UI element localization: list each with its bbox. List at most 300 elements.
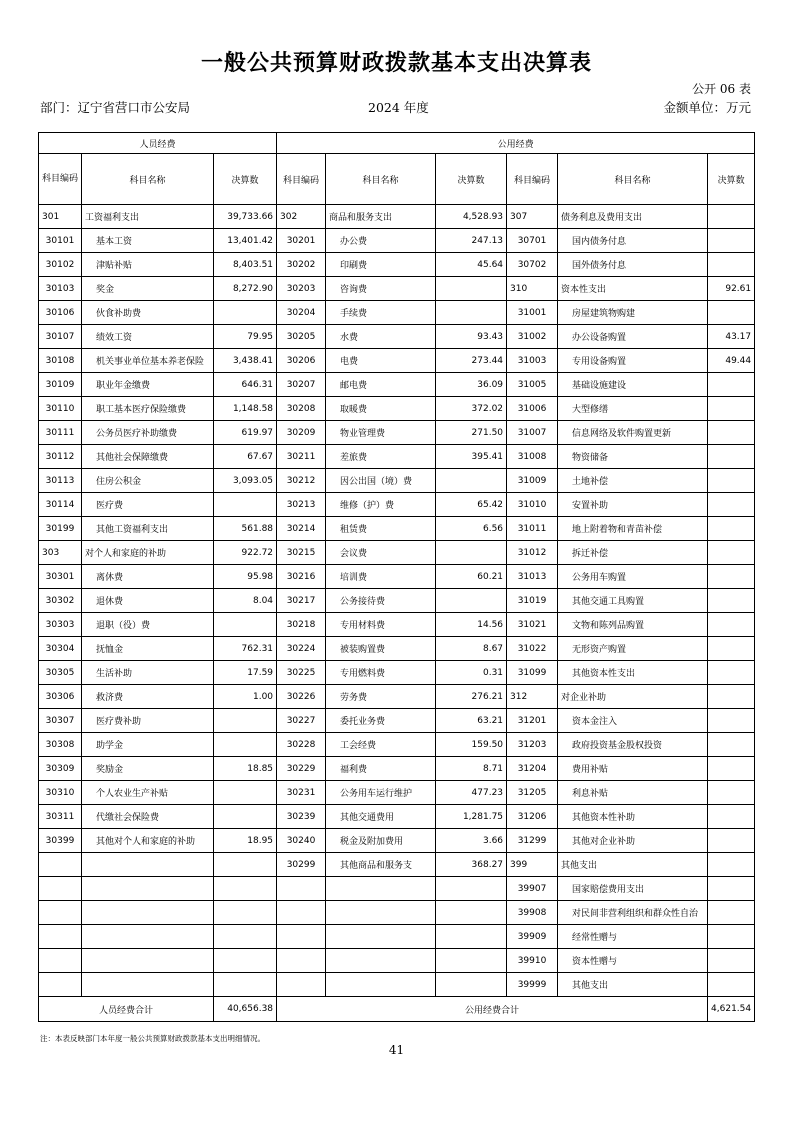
cell-amount xyxy=(436,901,507,925)
cell-amount xyxy=(708,589,755,613)
cell-amount xyxy=(708,973,755,997)
cell-name: 其他支出 xyxy=(558,973,708,997)
cell-name: 商品和服务支出 xyxy=(326,205,436,229)
cell-amount xyxy=(708,229,755,253)
cell-code xyxy=(277,949,326,973)
cell-code: 30110 xyxy=(39,397,82,421)
cell-name xyxy=(326,949,436,973)
table-row xyxy=(39,349,755,373)
cell-name: 费用补贴 xyxy=(558,757,708,781)
page-title: 一般公共预算财政拨款基本支出决算表 xyxy=(200,50,592,76)
cell-name: 政府投资基金股权投资 xyxy=(558,733,708,757)
cell-amount xyxy=(708,565,755,589)
cell-amount: 477.23 xyxy=(436,781,507,805)
cell-amount xyxy=(436,277,507,301)
cell-amount: 8.71 xyxy=(436,757,507,781)
cell-name: 其他对个人和家庭的补助 xyxy=(82,829,214,853)
cell-amount: 14.56 xyxy=(436,613,507,637)
table-row xyxy=(39,325,755,349)
table-row xyxy=(39,253,755,277)
cell-code: 30308 xyxy=(39,733,82,757)
cell-name: 劳务费 xyxy=(326,685,436,709)
table-row xyxy=(39,469,755,493)
cell-name: 离休费 xyxy=(82,565,214,589)
cell-code: 30227 xyxy=(277,709,326,733)
table-row xyxy=(39,829,755,853)
cell-name: 咨询费 xyxy=(326,277,436,301)
cell-amount xyxy=(708,949,755,973)
cell-code xyxy=(277,925,326,949)
cell-name: 对企业补助 xyxy=(558,685,708,709)
cell-amount xyxy=(708,829,755,853)
cell-amount xyxy=(214,949,277,973)
cell-name: 专用材料费 xyxy=(326,613,436,637)
cell-name: 代缴社会保险费 xyxy=(82,805,214,829)
cell-name: 公务员医疗补助缴费 xyxy=(82,421,214,445)
cell-amount xyxy=(436,973,507,997)
cell-code: 31205 xyxy=(507,781,558,805)
table-row xyxy=(39,973,755,997)
cell-code: 30111 xyxy=(39,421,82,445)
cell-code: 30106 xyxy=(39,301,82,325)
cell-name: 利息补贴 xyxy=(558,781,708,805)
cell-amount: 159.50 xyxy=(436,733,507,757)
cell-code: 30109 xyxy=(39,373,82,397)
cell-amount xyxy=(708,637,755,661)
cell-amount: 561.88 xyxy=(214,517,277,541)
cell-code: 31012 xyxy=(507,541,558,565)
cell-code: 30702 xyxy=(507,253,558,277)
cell-name: 办公设备购置 xyxy=(558,325,708,349)
cell-amount: 273.44 xyxy=(436,349,507,373)
col-header-amount: 决算数 xyxy=(436,154,507,205)
cell-amount xyxy=(214,901,277,925)
table-row xyxy=(39,589,755,613)
cell-code: 30202 xyxy=(277,253,326,277)
cell-name xyxy=(82,973,214,997)
cell-name: 取暖费 xyxy=(326,397,436,421)
cell-amount xyxy=(214,805,277,829)
cell-code: 30224 xyxy=(277,637,326,661)
cell-amount: 395.41 xyxy=(436,445,507,469)
cell-amount: 0.31 xyxy=(436,661,507,685)
cell-amount xyxy=(708,373,755,397)
cell-name: 绩效工资 xyxy=(82,325,214,349)
cell-name: 其他支出 xyxy=(558,853,708,877)
cell-name: 国家赔偿费用支出 xyxy=(558,877,708,901)
cell-code: 30307 xyxy=(39,709,82,733)
cell-code: 30216 xyxy=(277,565,326,589)
cell-amount: 92.61 xyxy=(708,277,755,301)
cell-amount: 276.21 xyxy=(436,685,507,709)
cell-code: 30305 xyxy=(39,661,82,685)
cell-code: 30201 xyxy=(277,229,326,253)
cell-code: 31203 xyxy=(507,733,558,757)
cell-code: 39910 xyxy=(507,949,558,973)
cell-amount xyxy=(708,517,755,541)
public-group-header: 公用经费 xyxy=(277,133,755,154)
cell-name: 资本性赠与 xyxy=(558,949,708,973)
cell-amount xyxy=(436,925,507,949)
cell-name xyxy=(82,901,214,925)
cell-code: 31010 xyxy=(507,493,558,517)
cell-code xyxy=(39,901,82,925)
cell-code: 30203 xyxy=(277,277,326,301)
cell-name: 租赁费 xyxy=(326,517,436,541)
cell-code: 39999 xyxy=(507,973,558,997)
cell-amount: 95.98 xyxy=(214,565,277,589)
cell-name xyxy=(82,877,214,901)
cell-name: 资本性支出 xyxy=(558,277,708,301)
cell-amount xyxy=(214,781,277,805)
cell-amount xyxy=(708,253,755,277)
cell-amount xyxy=(708,901,755,925)
cell-code: 30229 xyxy=(277,757,326,781)
cell-name: 生活补助 xyxy=(82,661,214,685)
cell-name: 公务接待费 xyxy=(326,589,436,613)
cell-amount: 17.59 xyxy=(214,661,277,685)
table-body xyxy=(39,205,755,997)
cell-name: 退休费 xyxy=(82,589,214,613)
cell-amount: 646.31 xyxy=(214,373,277,397)
cell-name: 房屋建筑物购建 xyxy=(558,301,708,325)
table-row xyxy=(39,613,755,637)
table-row xyxy=(39,445,755,469)
cell-name: 其他交通费用 xyxy=(326,805,436,829)
cell-code xyxy=(39,853,82,877)
cell-amount: 619.97 xyxy=(214,421,277,445)
table-row xyxy=(39,661,755,685)
personnel-total-label: 人员经费合计 xyxy=(39,997,214,1022)
cell-amount xyxy=(708,205,755,229)
cell-amount: 63.21 xyxy=(436,709,507,733)
cell-code xyxy=(277,877,326,901)
cell-name: 救济费 xyxy=(82,685,214,709)
cell-code: 31002 xyxy=(507,325,558,349)
cell-amount xyxy=(708,541,755,565)
cell-name: 机关事业单位基本养老保险 xyxy=(82,349,214,373)
cell-code xyxy=(277,973,326,997)
cell-name: 税金及附加费用 xyxy=(326,829,436,853)
cell-name: 信息网络及软件购置更新 xyxy=(558,421,708,445)
cell-amount: 13,401.42 xyxy=(214,229,277,253)
cell-code: 39907 xyxy=(507,877,558,901)
cell-amount: 271.50 xyxy=(436,421,507,445)
cell-name: 电费 xyxy=(326,349,436,373)
col-header-name: 科目名称 xyxy=(326,154,436,205)
cell-amount: 8.04 xyxy=(214,589,277,613)
cell-amount xyxy=(708,397,755,421)
cell-name: 专用设备购置 xyxy=(558,349,708,373)
table-row xyxy=(39,709,755,733)
cell-name: 经常性赠与 xyxy=(558,925,708,949)
cell-amount: 45.64 xyxy=(436,253,507,277)
cell-name: 无形资产购置 xyxy=(558,637,708,661)
cell-name: 公务用车运行维护 xyxy=(326,781,436,805)
cell-code: 30302 xyxy=(39,589,82,613)
cell-amount: 43.17 xyxy=(708,325,755,349)
cell-name: 其他工资福利支出 xyxy=(82,517,214,541)
cell-name: 助学金 xyxy=(82,733,214,757)
cell-code: 31206 xyxy=(507,805,558,829)
cell-code xyxy=(39,877,82,901)
col-header-name: 科目名称 xyxy=(558,154,708,205)
col-header-name: 科目名称 xyxy=(82,154,214,205)
cell-code: 31019 xyxy=(507,589,558,613)
cell-name: 医疗费补助 xyxy=(82,709,214,733)
cell-name: 其他资本性补助 xyxy=(558,805,708,829)
cell-amount xyxy=(708,421,755,445)
cell-amount xyxy=(436,949,507,973)
cell-name xyxy=(82,949,214,973)
cell-name: 被装购置费 xyxy=(326,637,436,661)
cell-code: 30206 xyxy=(277,349,326,373)
cell-amount xyxy=(708,469,755,493)
cell-amount xyxy=(214,301,277,325)
cell-name: 文物和陈列品购置 xyxy=(558,613,708,637)
cell-code: 30214 xyxy=(277,517,326,541)
table-row xyxy=(39,541,755,565)
cell-code: 30217 xyxy=(277,589,326,613)
cell-code: 30209 xyxy=(277,421,326,445)
cell-amount xyxy=(708,445,755,469)
cell-amount xyxy=(436,469,507,493)
cell-name: 工资福利支出 xyxy=(82,205,214,229)
cell-name: 其他商品和服务支 xyxy=(326,853,436,877)
cell-amount: 1.00 xyxy=(214,685,277,709)
table-row xyxy=(39,877,755,901)
unit-label: 金额单位：万元 xyxy=(663,100,751,115)
cell-code: 301 xyxy=(39,205,82,229)
cell-code: 30240 xyxy=(277,829,326,853)
cell-amount: 4,528.93 xyxy=(436,205,507,229)
cell-amount: 368.27 xyxy=(436,853,507,877)
cell-name: 伙食补助费 xyxy=(82,301,214,325)
cell-name: 安置补助 xyxy=(558,493,708,517)
cell-code: 399 xyxy=(507,853,558,877)
cell-amount: 60.21 xyxy=(436,565,507,589)
cell-amount: 18.95 xyxy=(214,829,277,853)
cell-amount: 65.42 xyxy=(436,493,507,517)
cell-code: 302 xyxy=(277,205,326,229)
cell-name: 手续费 xyxy=(326,301,436,325)
public-total-value: 4,621.54 xyxy=(708,997,755,1022)
cell-name: 职业年金缴费 xyxy=(82,373,214,397)
cell-amount: 3,093.05 xyxy=(214,469,277,493)
cell-amount xyxy=(708,733,755,757)
cell-amount: 3.66 xyxy=(436,829,507,853)
cell-amount: 8.67 xyxy=(436,637,507,661)
cell-code: 30112 xyxy=(39,445,82,469)
cell-code: 30114 xyxy=(39,493,82,517)
table-row xyxy=(39,517,755,541)
cell-name: 因公出国（境）费 xyxy=(326,469,436,493)
cell-name: 差旅费 xyxy=(326,445,436,469)
cell-amount: 79.95 xyxy=(214,325,277,349)
cell-code: 30108 xyxy=(39,349,82,373)
cell-name: 其他对企业补助 xyxy=(558,829,708,853)
cell-name: 地上附着物和青苗补偿 xyxy=(558,517,708,541)
cell-code: 30102 xyxy=(39,253,82,277)
table-row xyxy=(39,397,755,421)
cell-name: 物业管理费 xyxy=(326,421,436,445)
cell-name: 水费 xyxy=(326,325,436,349)
cell-code: 31013 xyxy=(507,565,558,589)
cell-amount: 8,272.90 xyxy=(214,277,277,301)
personnel-total-value: 40,656.38 xyxy=(214,997,277,1022)
cell-amount: 39,733.66 xyxy=(214,205,277,229)
cell-code: 30311 xyxy=(39,805,82,829)
cell-name: 个人农业生产补贴 xyxy=(82,781,214,805)
cell-code: 30215 xyxy=(277,541,326,565)
cell-name: 国内债务付息 xyxy=(558,229,708,253)
cell-code: 30226 xyxy=(277,685,326,709)
cell-amount xyxy=(214,709,277,733)
expenditure-table xyxy=(38,132,755,1022)
cell-name: 其他社会保障缴费 xyxy=(82,445,214,469)
cell-code: 30309 xyxy=(39,757,82,781)
cell-code: 30225 xyxy=(277,661,326,685)
cell-code: 30231 xyxy=(277,781,326,805)
cell-amount xyxy=(708,925,755,949)
cell-name xyxy=(82,853,214,877)
cell-code: 30207 xyxy=(277,373,326,397)
cell-name: 印刷费 xyxy=(326,253,436,277)
cell-code xyxy=(39,925,82,949)
table-row xyxy=(39,373,755,397)
cell-amount: 247.13 xyxy=(436,229,507,253)
table-row xyxy=(39,205,755,229)
cell-amount: 49.44 xyxy=(708,349,755,373)
cell-amount xyxy=(436,589,507,613)
cell-code: 30304 xyxy=(39,637,82,661)
cell-code: 31006 xyxy=(507,397,558,421)
cell-name: 资本金注入 xyxy=(558,709,708,733)
cell-name: 其他交通工具购置 xyxy=(558,589,708,613)
cell-name xyxy=(326,973,436,997)
cell-amount: 93.43 xyxy=(436,325,507,349)
cell-code: 31009 xyxy=(507,469,558,493)
table-row xyxy=(39,565,755,589)
cell-name: 福利费 xyxy=(326,757,436,781)
cell-code: 31022 xyxy=(507,637,558,661)
cell-code: 30107 xyxy=(39,325,82,349)
cell-name: 委托业务费 xyxy=(326,709,436,733)
cell-name xyxy=(82,925,214,949)
cell-name: 奖金 xyxy=(82,277,214,301)
cell-name xyxy=(326,901,436,925)
cell-amount: 8,403.51 xyxy=(214,253,277,277)
cell-amount xyxy=(214,853,277,877)
cell-name: 大型修缮 xyxy=(558,397,708,421)
cell-code: 31204 xyxy=(507,757,558,781)
cell-amount xyxy=(708,853,755,877)
cell-code: 30103 xyxy=(39,277,82,301)
col-header-amount: 决算数 xyxy=(708,154,755,205)
cell-amount xyxy=(708,661,755,685)
cell-code: 39908 xyxy=(507,901,558,925)
table-row xyxy=(39,685,755,709)
table-row xyxy=(39,925,755,949)
cell-amount xyxy=(708,805,755,829)
cell-amount xyxy=(436,877,507,901)
cell-code: 30213 xyxy=(277,493,326,517)
cell-amount xyxy=(708,781,755,805)
page-number: 41 xyxy=(388,1043,405,1057)
cell-name: 维修（护）费 xyxy=(326,493,436,517)
cell-name: 邮电费 xyxy=(326,373,436,397)
cell-name: 抚恤金 xyxy=(82,637,214,661)
table-row xyxy=(39,493,755,517)
cell-code: 31021 xyxy=(507,613,558,637)
cell-name: 医疗费 xyxy=(82,493,214,517)
cell-name xyxy=(326,877,436,901)
cell-name: 基础设施建设 xyxy=(558,373,708,397)
cell-code: 31299 xyxy=(507,829,558,853)
cell-code xyxy=(277,901,326,925)
cell-code: 30303 xyxy=(39,613,82,637)
table-row xyxy=(39,757,755,781)
cell-name: 专用燃料费 xyxy=(326,661,436,685)
col-header-code: 科目编码 xyxy=(39,154,82,205)
cell-name: 对个人和家庭的补助 xyxy=(82,541,214,565)
cell-code: 30199 xyxy=(39,517,82,541)
cell-amount xyxy=(214,925,277,949)
cell-amount xyxy=(708,709,755,733)
cell-code: 30239 xyxy=(277,805,326,829)
cell-code: 31007 xyxy=(507,421,558,445)
cell-name: 拆迁补偿 xyxy=(558,541,708,565)
cell-name: 土地补偿 xyxy=(558,469,708,493)
cell-code: 30301 xyxy=(39,565,82,589)
cell-code: 30205 xyxy=(277,325,326,349)
cell-amount xyxy=(214,973,277,997)
table-row xyxy=(39,421,755,445)
cell-name: 其他资本性支出 xyxy=(558,661,708,685)
table-row xyxy=(39,901,755,925)
cell-code xyxy=(39,949,82,973)
cell-amount xyxy=(214,877,277,901)
cell-name: 工会经费 xyxy=(326,733,436,757)
cell-code: 30228 xyxy=(277,733,326,757)
department-label: 部门：辽宁省营口市公安局 xyxy=(40,100,191,115)
cell-amount xyxy=(708,877,755,901)
cell-amount xyxy=(708,301,755,325)
table-note: 注：本表反映部门本年度一般公共预算财政拨款基本支出明细情况。 xyxy=(40,1034,265,1043)
cell-amount xyxy=(214,493,277,517)
cell-code: 30306 xyxy=(39,685,82,709)
cell-code: 31003 xyxy=(507,349,558,373)
cell-name: 职工基本医疗保险缴费 xyxy=(82,397,214,421)
cell-amount: 3,438.41 xyxy=(214,349,277,373)
cell-amount xyxy=(436,541,507,565)
cell-name: 办公费 xyxy=(326,229,436,253)
cell-code: 39909 xyxy=(507,925,558,949)
col-header-code: 科目编码 xyxy=(507,154,558,205)
cell-amount: 36.09 xyxy=(436,373,507,397)
cell-name: 退职（役）费 xyxy=(82,613,214,637)
year-label: 2024 年度 xyxy=(368,100,429,115)
form-number: 公开 06 表 xyxy=(692,82,751,96)
cell-name xyxy=(326,925,436,949)
cell-amount: 18.85 xyxy=(214,757,277,781)
cell-name: 对民间非营利组织和群众性自治 xyxy=(558,901,708,925)
table-row xyxy=(39,277,755,301)
cell-code: 30310 xyxy=(39,781,82,805)
cell-amount xyxy=(214,733,277,757)
cell-code: 30113 xyxy=(39,469,82,493)
cell-name: 奖励金 xyxy=(82,757,214,781)
